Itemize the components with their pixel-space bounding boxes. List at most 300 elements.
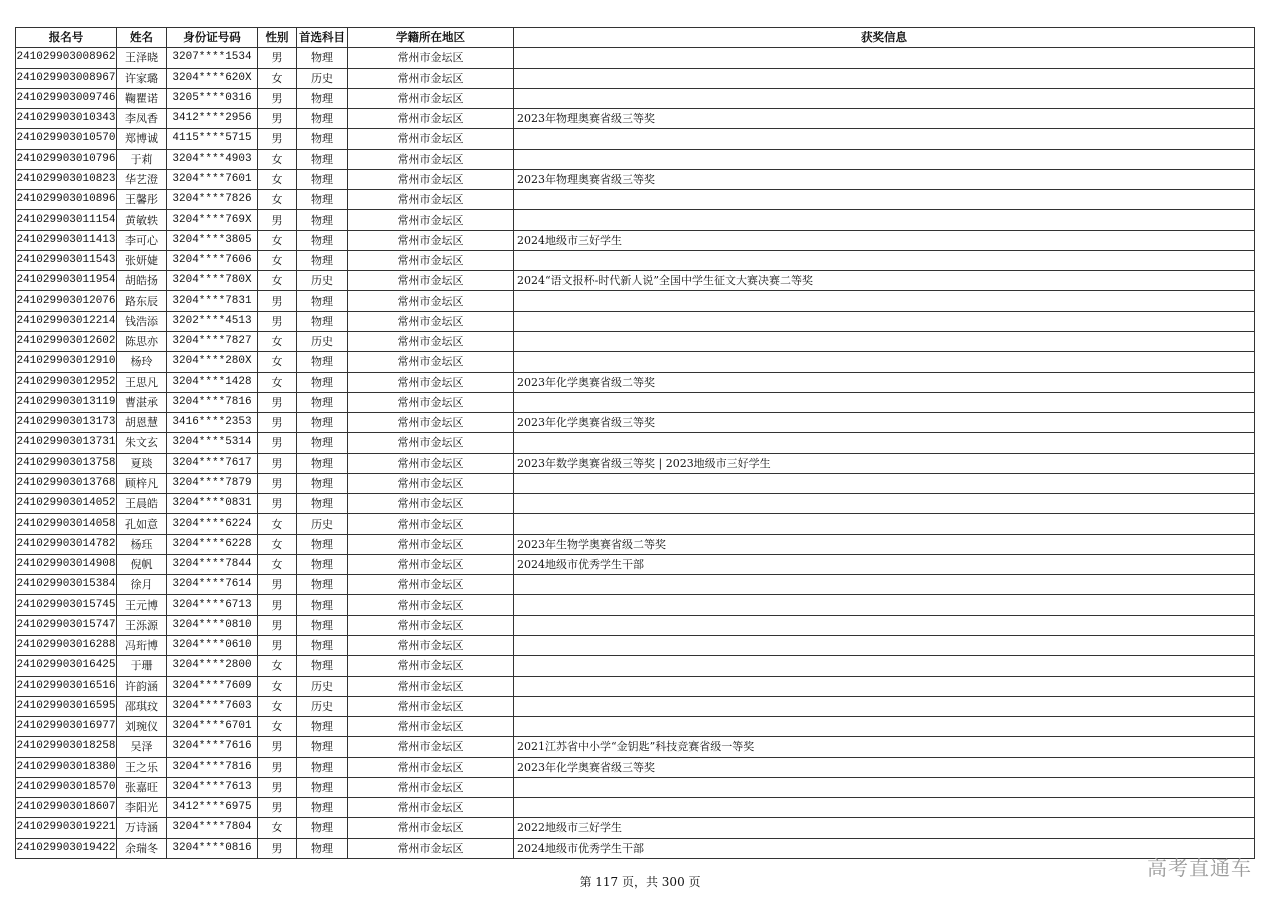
gender-cell: 男 — [258, 413, 297, 433]
header-row — [16, 28, 1255, 48]
award-cell — [514, 88, 1255, 108]
subject-cell: 历史 — [297, 676, 348, 696]
gender-cell: 女 — [258, 656, 297, 676]
award-cell: 2024地级市优秀学生干部 — [514, 838, 1255, 858]
subject-cell: 历史 — [297, 68, 348, 88]
id-number-cell: 3412****2956 — [167, 109, 258, 129]
registration-no-cell: 241029903014908 — [16, 554, 117, 574]
region-cell: 常州市金坛区 — [348, 68, 514, 88]
table-row — [16, 392, 1255, 412]
award-cell — [514, 331, 1255, 351]
table-row — [16, 595, 1255, 615]
table-row — [16, 453, 1255, 473]
gender-cell: 男 — [258, 494, 297, 514]
name-cell: 王之乐 — [117, 757, 167, 777]
region-cell: 常州市金坛区 — [348, 210, 514, 230]
registration-no-cell: 241029903014782 — [16, 534, 117, 554]
subject-cell: 物理 — [297, 818, 348, 838]
award-cell — [514, 717, 1255, 737]
registration-no-cell: 241029903010823 — [16, 169, 117, 189]
gender-cell: 男 — [258, 210, 297, 230]
table-row — [16, 777, 1255, 797]
id-number-cell: 3204****7879 — [167, 473, 258, 493]
id-number-cell: 3204****7816 — [167, 757, 258, 777]
gender-cell: 女 — [258, 149, 297, 169]
registration-no-cell: 241029903018258 — [16, 737, 117, 757]
award-cell: 2024地级市优秀学生干部 — [514, 554, 1255, 574]
name-cell: 徐月 — [117, 575, 167, 595]
subject-cell: 历史 — [297, 271, 348, 291]
subject-cell: 物理 — [297, 838, 348, 858]
award-cell: 2023年化学奥赛省级三等奖 — [514, 757, 1255, 777]
name-cell: 李阳光 — [117, 798, 167, 818]
id-number-cell: 3204****7844 — [167, 554, 258, 574]
award-cell — [514, 291, 1255, 311]
registration-no-cell: 241029903015384 — [16, 575, 117, 595]
award-cell — [514, 514, 1255, 534]
award-cell — [514, 433, 1255, 453]
table-row — [16, 696, 1255, 716]
id-number-cell: 3204****0610 — [167, 635, 258, 655]
table-row — [16, 352, 1255, 372]
name-cell: 张妍婕 — [117, 250, 167, 270]
name-cell: 鞠瞿诺 — [117, 88, 167, 108]
registration-no-cell: 241029903018570 — [16, 777, 117, 797]
gender-cell: 男 — [258, 48, 297, 68]
award-cell — [514, 149, 1255, 169]
name-cell: 胡皓扬 — [117, 271, 167, 291]
region-cell: 常州市金坛区 — [348, 453, 514, 473]
id-number-cell: 3204****0831 — [167, 494, 258, 514]
region-cell: 常州市金坛区 — [348, 615, 514, 635]
region-cell: 常州市金坛区 — [348, 311, 514, 331]
gender-cell: 男 — [258, 798, 297, 818]
id-number-cell: 3204****780X — [167, 271, 258, 291]
subject-cell: 物理 — [297, 48, 348, 68]
region-cell: 常州市金坛区 — [348, 291, 514, 311]
table-row — [16, 798, 1255, 818]
subject-cell: 历史 — [297, 331, 348, 351]
region-cell: 常州市金坛区 — [348, 250, 514, 270]
table-row — [16, 575, 1255, 595]
gender-cell: 男 — [258, 433, 297, 453]
name-cell: 王泺源 — [117, 615, 167, 635]
page-number: 第 117 页，共 300 页 — [579, 875, 701, 889]
registration-no-cell: 241029903012602 — [16, 331, 117, 351]
table-row — [16, 554, 1255, 574]
region-cell: 常州市金坛区 — [348, 494, 514, 514]
region-cell: 常州市金坛区 — [348, 352, 514, 372]
subject-cell: 物理 — [297, 149, 348, 169]
award-cell — [514, 696, 1255, 716]
subject-cell: 物理 — [297, 615, 348, 635]
table-row — [16, 676, 1255, 696]
region-cell: 常州市金坛区 — [348, 331, 514, 351]
name-cell: 陈思亦 — [117, 331, 167, 351]
registration-no-cell: 241029903010796 — [16, 149, 117, 169]
award-cell: 2023年化学奥赛省级三等奖 — [514, 413, 1255, 433]
region-cell: 常州市金坛区 — [348, 271, 514, 291]
region-cell: 常州市金坛区 — [348, 818, 514, 838]
id-number-cell: 3412****6975 — [167, 798, 258, 818]
award-cell: 2023年数学奥赛省级三等奖 | 2023地级市三好学生 — [514, 453, 1255, 473]
registration-no-cell: 241029903016516 — [16, 676, 117, 696]
subject-cell: 物理 — [297, 737, 348, 757]
id-number-cell: 3204****769X — [167, 210, 258, 230]
subject-cell: 历史 — [297, 696, 348, 716]
region-cell: 常州市金坛区 — [348, 757, 514, 777]
registration-no-cell: 241029903015745 — [16, 595, 117, 615]
subject-cell: 物理 — [297, 190, 348, 210]
col-header-gender: 性别 — [258, 28, 297, 48]
subject-cell: 物理 — [297, 575, 348, 595]
region-cell: 常州市金坛区 — [348, 88, 514, 108]
name-cell: 曹湛承 — [117, 392, 167, 412]
gender-cell: 女 — [258, 331, 297, 351]
gender-cell: 女 — [258, 554, 297, 574]
registration-no-cell: 241029903016977 — [16, 717, 117, 737]
id-number-cell: 3204****280X — [167, 352, 258, 372]
id-number-cell: 3204****0816 — [167, 838, 258, 858]
award-cell — [514, 777, 1255, 797]
id-number-cell: 3204****7804 — [167, 818, 258, 838]
region-cell: 常州市金坛区 — [348, 676, 514, 696]
table-row — [16, 656, 1255, 676]
id-number-cell: 3416****2353 — [167, 413, 258, 433]
id-number-cell: 3204****7831 — [167, 291, 258, 311]
name-cell: 路东辰 — [117, 291, 167, 311]
subject-cell: 物理 — [297, 494, 348, 514]
col-header-name: 姓名 — [117, 28, 167, 48]
gender-cell: 男 — [258, 129, 297, 149]
region-cell: 常州市金坛区 — [348, 230, 514, 250]
award-cell — [514, 635, 1255, 655]
gender-cell: 女 — [258, 676, 297, 696]
name-cell: 钱浩添 — [117, 311, 167, 331]
name-cell: 王元博 — [117, 595, 167, 615]
subject-cell: 物理 — [297, 534, 348, 554]
gender-cell: 女 — [258, 534, 297, 554]
table-row — [16, 271, 1255, 291]
award-cell — [514, 352, 1255, 372]
gender-cell: 女 — [258, 696, 297, 716]
region-cell: 常州市金坛区 — [348, 575, 514, 595]
registration-no-cell: 241029903012952 — [16, 372, 117, 392]
gender-cell: 男 — [258, 473, 297, 493]
subject-cell: 物理 — [297, 210, 348, 230]
name-cell: 夏琰 — [117, 453, 167, 473]
registration-no-cell: 241029903013173 — [16, 413, 117, 433]
table-row — [16, 838, 1255, 858]
subject-cell: 物理 — [297, 433, 348, 453]
id-number-cell: 3204****7613 — [167, 777, 258, 797]
award-cell — [514, 190, 1255, 210]
name-cell: 吴泽 — [117, 737, 167, 757]
id-number-cell: 3204****7826 — [167, 190, 258, 210]
name-cell: 王晨皓 — [117, 494, 167, 514]
subject-cell: 物理 — [297, 656, 348, 676]
subject-cell: 物理 — [297, 757, 348, 777]
id-number-cell: 3204****620X — [167, 68, 258, 88]
region-cell: 常州市金坛区 — [348, 656, 514, 676]
subject-cell: 物理 — [297, 291, 348, 311]
subject-cell: 物理 — [297, 717, 348, 737]
subject-cell: 物理 — [297, 453, 348, 473]
table-row — [16, 68, 1255, 88]
award-cell — [514, 473, 1255, 493]
table-row — [16, 291, 1255, 311]
name-cell: 冯珩博 — [117, 635, 167, 655]
registration-no-cell: 241029903019221 — [16, 818, 117, 838]
registration-no-cell: 241029903015747 — [16, 615, 117, 635]
id-number-cell: 3204****6228 — [167, 534, 258, 554]
id-number-cell: 3204****7609 — [167, 676, 258, 696]
gender-cell: 男 — [258, 737, 297, 757]
id-number-cell: 3202****4513 — [167, 311, 258, 331]
award-cell — [514, 250, 1255, 270]
award-cell: 2023年物理奥赛省级三等奖 — [514, 109, 1255, 129]
gender-cell: 女 — [258, 230, 297, 250]
table-row — [16, 169, 1255, 189]
table-row — [16, 818, 1255, 838]
id-number-cell: 3204****7617 — [167, 453, 258, 473]
registration-no-cell: 241029903014058 — [16, 514, 117, 534]
table-row — [16, 230, 1255, 250]
award-cell: 2023年物理奥赛省级三等奖 — [514, 169, 1255, 189]
award-cell: 2021江苏省中小学“金钥匙”科技竞赛省级一等奖 — [514, 737, 1255, 757]
subject-cell: 物理 — [297, 554, 348, 574]
award-cell — [514, 494, 1255, 514]
region-cell: 常州市金坛区 — [348, 190, 514, 210]
registration-no-cell: 241029903013758 — [16, 453, 117, 473]
registration-no-cell: 241029903008967 — [16, 68, 117, 88]
gender-cell: 女 — [258, 717, 297, 737]
gender-cell: 男 — [258, 311, 297, 331]
table-row — [16, 534, 1255, 554]
name-cell: 孔如意 — [117, 514, 167, 534]
col-header-region: 学籍所在地区 — [348, 28, 514, 48]
id-number-cell: 3204****6701 — [167, 717, 258, 737]
registration-no-cell: 241029903019422 — [16, 838, 117, 858]
table-row — [16, 737, 1255, 757]
award-cell — [514, 129, 1255, 149]
admission-table — [15, 27, 1255, 859]
award-cell — [514, 210, 1255, 230]
region-cell: 常州市金坛区 — [348, 514, 514, 534]
gender-cell: 女 — [258, 169, 297, 189]
name-cell: 顾梓凡 — [117, 473, 167, 493]
registration-no-cell: 241029903011413 — [16, 230, 117, 250]
gender-cell: 男 — [258, 635, 297, 655]
subject-cell: 物理 — [297, 109, 348, 129]
table-row — [16, 372, 1255, 392]
region-cell: 常州市金坛区 — [348, 473, 514, 493]
table-row — [16, 48, 1255, 68]
table-row — [16, 210, 1255, 230]
table-row — [16, 311, 1255, 331]
region-cell: 常州市金坛区 — [348, 534, 514, 554]
region-cell: 常州市金坛区 — [348, 696, 514, 716]
name-cell: 杨玲 — [117, 352, 167, 372]
award-cell — [514, 656, 1255, 676]
award-cell — [514, 311, 1255, 331]
name-cell: 华艺澄 — [117, 169, 167, 189]
subject-cell: 物理 — [297, 635, 348, 655]
registration-no-cell: 241029903010570 — [16, 129, 117, 149]
region-cell: 常州市金坛区 — [348, 798, 514, 818]
gender-cell: 男 — [258, 88, 297, 108]
table-row — [16, 149, 1255, 169]
gender-cell: 男 — [258, 615, 297, 635]
id-number-cell: 3204****2800 — [167, 656, 258, 676]
table-row — [16, 109, 1255, 129]
table-row — [16, 331, 1255, 351]
col-header-subject: 首选科目 — [297, 28, 348, 48]
gender-cell: 男 — [258, 757, 297, 777]
name-cell: 邵琪玟 — [117, 696, 167, 716]
region-cell: 常州市金坛区 — [348, 129, 514, 149]
subject-cell: 物理 — [297, 798, 348, 818]
gender-cell: 男 — [258, 392, 297, 412]
region-cell: 常州市金坛区 — [348, 595, 514, 615]
award-cell — [514, 615, 1255, 635]
gender-cell: 女 — [258, 190, 297, 210]
registration-no-cell: 241029903016288 — [16, 635, 117, 655]
award-cell: 2023年生物学奥赛省级二等奖 — [514, 534, 1255, 554]
id-number-cell: 3205****0316 — [167, 88, 258, 108]
table-row — [16, 514, 1255, 534]
registration-no-cell: 241029903014052 — [16, 494, 117, 514]
registration-no-cell: 241029903012214 — [16, 311, 117, 331]
gender-cell: 男 — [258, 595, 297, 615]
subject-cell: 物理 — [297, 473, 348, 493]
subject-cell: 物理 — [297, 777, 348, 797]
watermark-text: 高考直通车 — [1147, 856, 1252, 880]
gender-cell: 男 — [258, 777, 297, 797]
award-cell: 2023年化学奥赛省级二等奖 — [514, 372, 1255, 392]
name-cell: 于莉 — [117, 149, 167, 169]
table-row — [16, 635, 1255, 655]
gender-cell: 男 — [258, 453, 297, 473]
registration-no-cell: 241029903008962 — [16, 48, 117, 68]
id-number-cell: 3204****6713 — [167, 595, 258, 615]
registration-no-cell: 241029903016595 — [16, 696, 117, 716]
region-cell: 常州市金坛区 — [348, 433, 514, 453]
name-cell: 郑博诚 — [117, 129, 167, 149]
name-cell: 万诗涵 — [117, 818, 167, 838]
gender-cell: 男 — [258, 575, 297, 595]
award-cell — [514, 676, 1255, 696]
registration-no-cell: 241029903013119 — [16, 392, 117, 412]
id-number-cell: 3204****7603 — [167, 696, 258, 716]
region-cell: 常州市金坛区 — [348, 149, 514, 169]
registration-no-cell: 241029903016425 — [16, 656, 117, 676]
subject-cell: 物理 — [297, 392, 348, 412]
registration-no-cell: 241029903010896 — [16, 190, 117, 210]
table-row — [16, 494, 1255, 514]
award-cell: 2024“语文报杯-时代新人说”全国中学生征文大赛决赛二等奖 — [514, 271, 1255, 291]
name-cell: 于珊 — [117, 656, 167, 676]
gender-cell: 女 — [258, 352, 297, 372]
id-number-cell: 3204****3805 — [167, 230, 258, 250]
award-cell — [514, 48, 1255, 68]
table-row — [16, 250, 1255, 270]
subject-cell: 物理 — [297, 311, 348, 331]
registration-no-cell: 241029903010343 — [16, 109, 117, 129]
name-cell: 李可心 — [117, 230, 167, 250]
table-row — [16, 433, 1255, 453]
gender-cell: 女 — [258, 250, 297, 270]
registration-no-cell: 241029903011154 — [16, 210, 117, 230]
subject-cell: 物理 — [297, 169, 348, 189]
subject-cell: 物理 — [297, 413, 348, 433]
table-body — [16, 48, 1255, 859]
registration-no-cell: 241029903018380 — [16, 757, 117, 777]
id-number-cell: 3204****7606 — [167, 250, 258, 270]
region-cell: 常州市金坛区 — [348, 48, 514, 68]
id-number-cell: 3204****7601 — [167, 169, 258, 189]
region-cell: 常州市金坛区 — [348, 717, 514, 737]
subject-cell: 物理 — [297, 352, 348, 372]
gender-cell: 女 — [258, 372, 297, 392]
subject-cell: 物理 — [297, 230, 348, 250]
gender-cell: 男 — [258, 109, 297, 129]
region-cell: 常州市金坛区 — [348, 413, 514, 433]
name-cell: 倪帆 — [117, 554, 167, 574]
award-cell — [514, 575, 1255, 595]
id-number-cell: 3204****5314 — [167, 433, 258, 453]
award-cell: 2024地级市三好学生 — [514, 230, 1255, 250]
subject-cell: 物理 — [297, 129, 348, 149]
col-header-id-number: 身份证号码 — [167, 28, 258, 48]
gender-cell: 男 — [258, 838, 297, 858]
subject-cell: 物理 — [297, 372, 348, 392]
region-cell: 常州市金坛区 — [348, 392, 514, 412]
id-number-cell: 3204****0810 — [167, 615, 258, 635]
registration-no-cell: 241029903012076 — [16, 291, 117, 311]
award-cell: 2022地级市三好学生 — [514, 818, 1255, 838]
name-cell: 王泽晓 — [117, 48, 167, 68]
gender-cell: 女 — [258, 271, 297, 291]
id-number-cell: 3204****1428 — [167, 372, 258, 392]
award-cell — [514, 595, 1255, 615]
region-cell: 常州市金坛区 — [348, 635, 514, 655]
table-row — [16, 413, 1255, 433]
region-cell: 常州市金坛区 — [348, 372, 514, 392]
name-cell: 余瑞冬 — [117, 838, 167, 858]
award-cell — [514, 392, 1255, 412]
table-row — [16, 757, 1255, 777]
table-row — [16, 190, 1255, 210]
table-row — [16, 615, 1255, 635]
region-cell: 常州市金坛区 — [348, 838, 514, 858]
id-number-cell: 3204****7616 — [167, 737, 258, 757]
subject-cell: 历史 — [297, 514, 348, 534]
table-row — [16, 473, 1255, 493]
registration-no-cell: 241029903012910 — [16, 352, 117, 372]
table-row — [16, 88, 1255, 108]
name-cell: 王馨彤 — [117, 190, 167, 210]
id-number-cell: 3204****6224 — [167, 514, 258, 534]
name-cell: 胡恩慧 — [117, 413, 167, 433]
registration-no-cell: 241029903009746 — [16, 88, 117, 108]
id-number-cell: 3204****7827 — [167, 331, 258, 351]
name-cell: 朱文玄 — [117, 433, 167, 453]
award-cell — [514, 68, 1255, 88]
registration-no-cell: 241029903011543 — [16, 250, 117, 270]
gender-cell: 女 — [258, 514, 297, 534]
region-cell: 常州市金坛区 — [348, 169, 514, 189]
